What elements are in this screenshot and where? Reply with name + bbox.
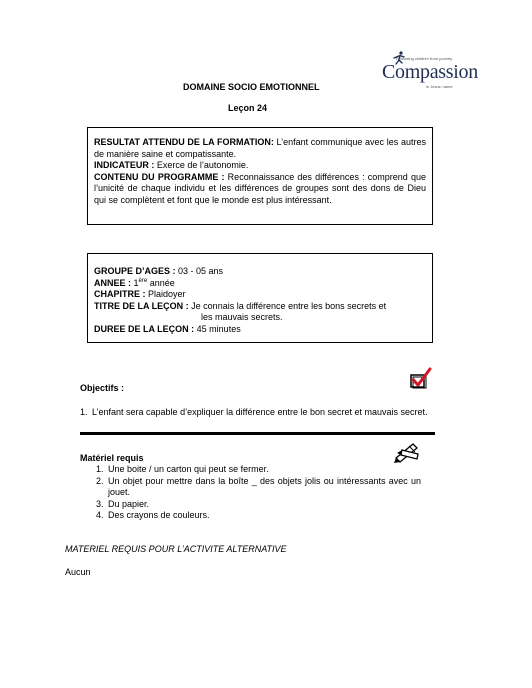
annee-label: ANNEE : <box>94 277 132 288</box>
item-text: Un objet pour mettre dans la boîte _ des objets jolis ou intéressants avec un jouet. <box>108 475 421 497</box>
contenu-text: Reconnaissance des différences : comprend que l’unicité de chaque individu et les différences de groupes sont des dons de Dieu qui se complètent et font que le monde est plus intéressant. <box>94 171 426 205</box>
resultat-label: RESULTAT ATTENDU DE LA FORMATION: <box>94 137 274 147</box>
groupe-row <box>94 266 426 278</box>
objectif-number: 1. <box>80 407 88 417</box>
duree-row <box>94 324 426 336</box>
logo-tagline: Releasing children from poverty <box>396 56 453 61</box>
contenu-paragraph <box>94 172 426 207</box>
objectif-item <box>80 407 428 417</box>
annee-row <box>94 278 426 290</box>
materiel-heading: Matériel requis <box>80 453 144 463</box>
resultat-text: L’enfant communique avec les autres de manière saine et compatissante. <box>94 137 426 159</box>
section-divider <box>80 432 435 435</box>
indicateur-paragraph <box>94 160 426 172</box>
chapitre-row <box>94 289 426 301</box>
duree-label: DUREE DE LA LEÇON : <box>94 323 195 334</box>
learning-outcome-box <box>87 127 433 225</box>
lesson-info-box <box>87 253 433 343</box>
duree-value: 45 minutes <box>194 323 241 334</box>
domain-title: DOMAINE SOCIO EMOTIONNEL <box>183 82 320 92</box>
item-text: Une boite / un carton qui peut se fermer. <box>108 464 269 474</box>
contenu-label: CONTENU DU PROGRAMME : <box>94 171 225 182</box>
objectif-text: L’enfant sera capable d’expliquer la différence entre le bon secret et mauvais secret. <box>92 407 428 417</box>
materiel-list <box>96 464 421 522</box>
logo-subline: in Jesus' name <box>426 84 453 89</box>
item-number: 1. <box>96 464 104 474</box>
titre-value-line2: les mauvais secrets. <box>201 312 283 322</box>
groupe-label: GROUPE D’AGES : <box>94 266 176 276</box>
item-text: Du papier. <box>108 498 150 509</box>
list-item <box>96 464 421 476</box>
indicateur-label: INDICATEUR : <box>94 160 155 170</box>
list-item <box>96 476 421 499</box>
checkbox-checked-icon <box>409 367 433 389</box>
item-number: 2. <box>96 475 104 486</box>
annee-value-sup: ère <box>138 277 148 284</box>
groupe-value: 03 - 05 ans <box>175 266 224 276</box>
item-number: 3. <box>96 498 104 509</box>
pencils-icon <box>393 440 421 464</box>
titre-row <box>94 301 426 313</box>
chapitre-label: CHAPITRE : <box>94 289 146 299</box>
item-number: 4. <box>96 510 104 520</box>
lesson-title: Leçon 24 <box>228 103 268 113</box>
objectifs-heading: Objectifs : <box>80 383 125 393</box>
annee-value-num: 1 <box>131 277 139 288</box>
annee-value-rest: année <box>147 277 175 288</box>
compassion-logo <box>382 55 478 91</box>
titre-label: TITRE DE LA LEÇON : <box>94 300 189 311</box>
resultat-paragraph <box>94 137 426 160</box>
titre-value-line1: Je connais la différence entre les bons secrets et <box>188 300 387 311</box>
list-item <box>96 499 421 511</box>
logo-brand: Compassion <box>382 61 478 83</box>
titre-row-continuation <box>94 312 426 324</box>
list-item <box>96 510 421 522</box>
chapitre-value: Plaidoyer <box>145 289 186 299</box>
item-text: Des crayons de couleurs. <box>108 510 210 520</box>
alternative-heading: MATERIEL REQUIS POUR L’ACTIVITE ALTERNATIVE <box>65 544 287 554</box>
indicateur-text: Exerce de l’autonomie. <box>154 160 249 170</box>
alternative-value: Aucun <box>65 567 91 577</box>
